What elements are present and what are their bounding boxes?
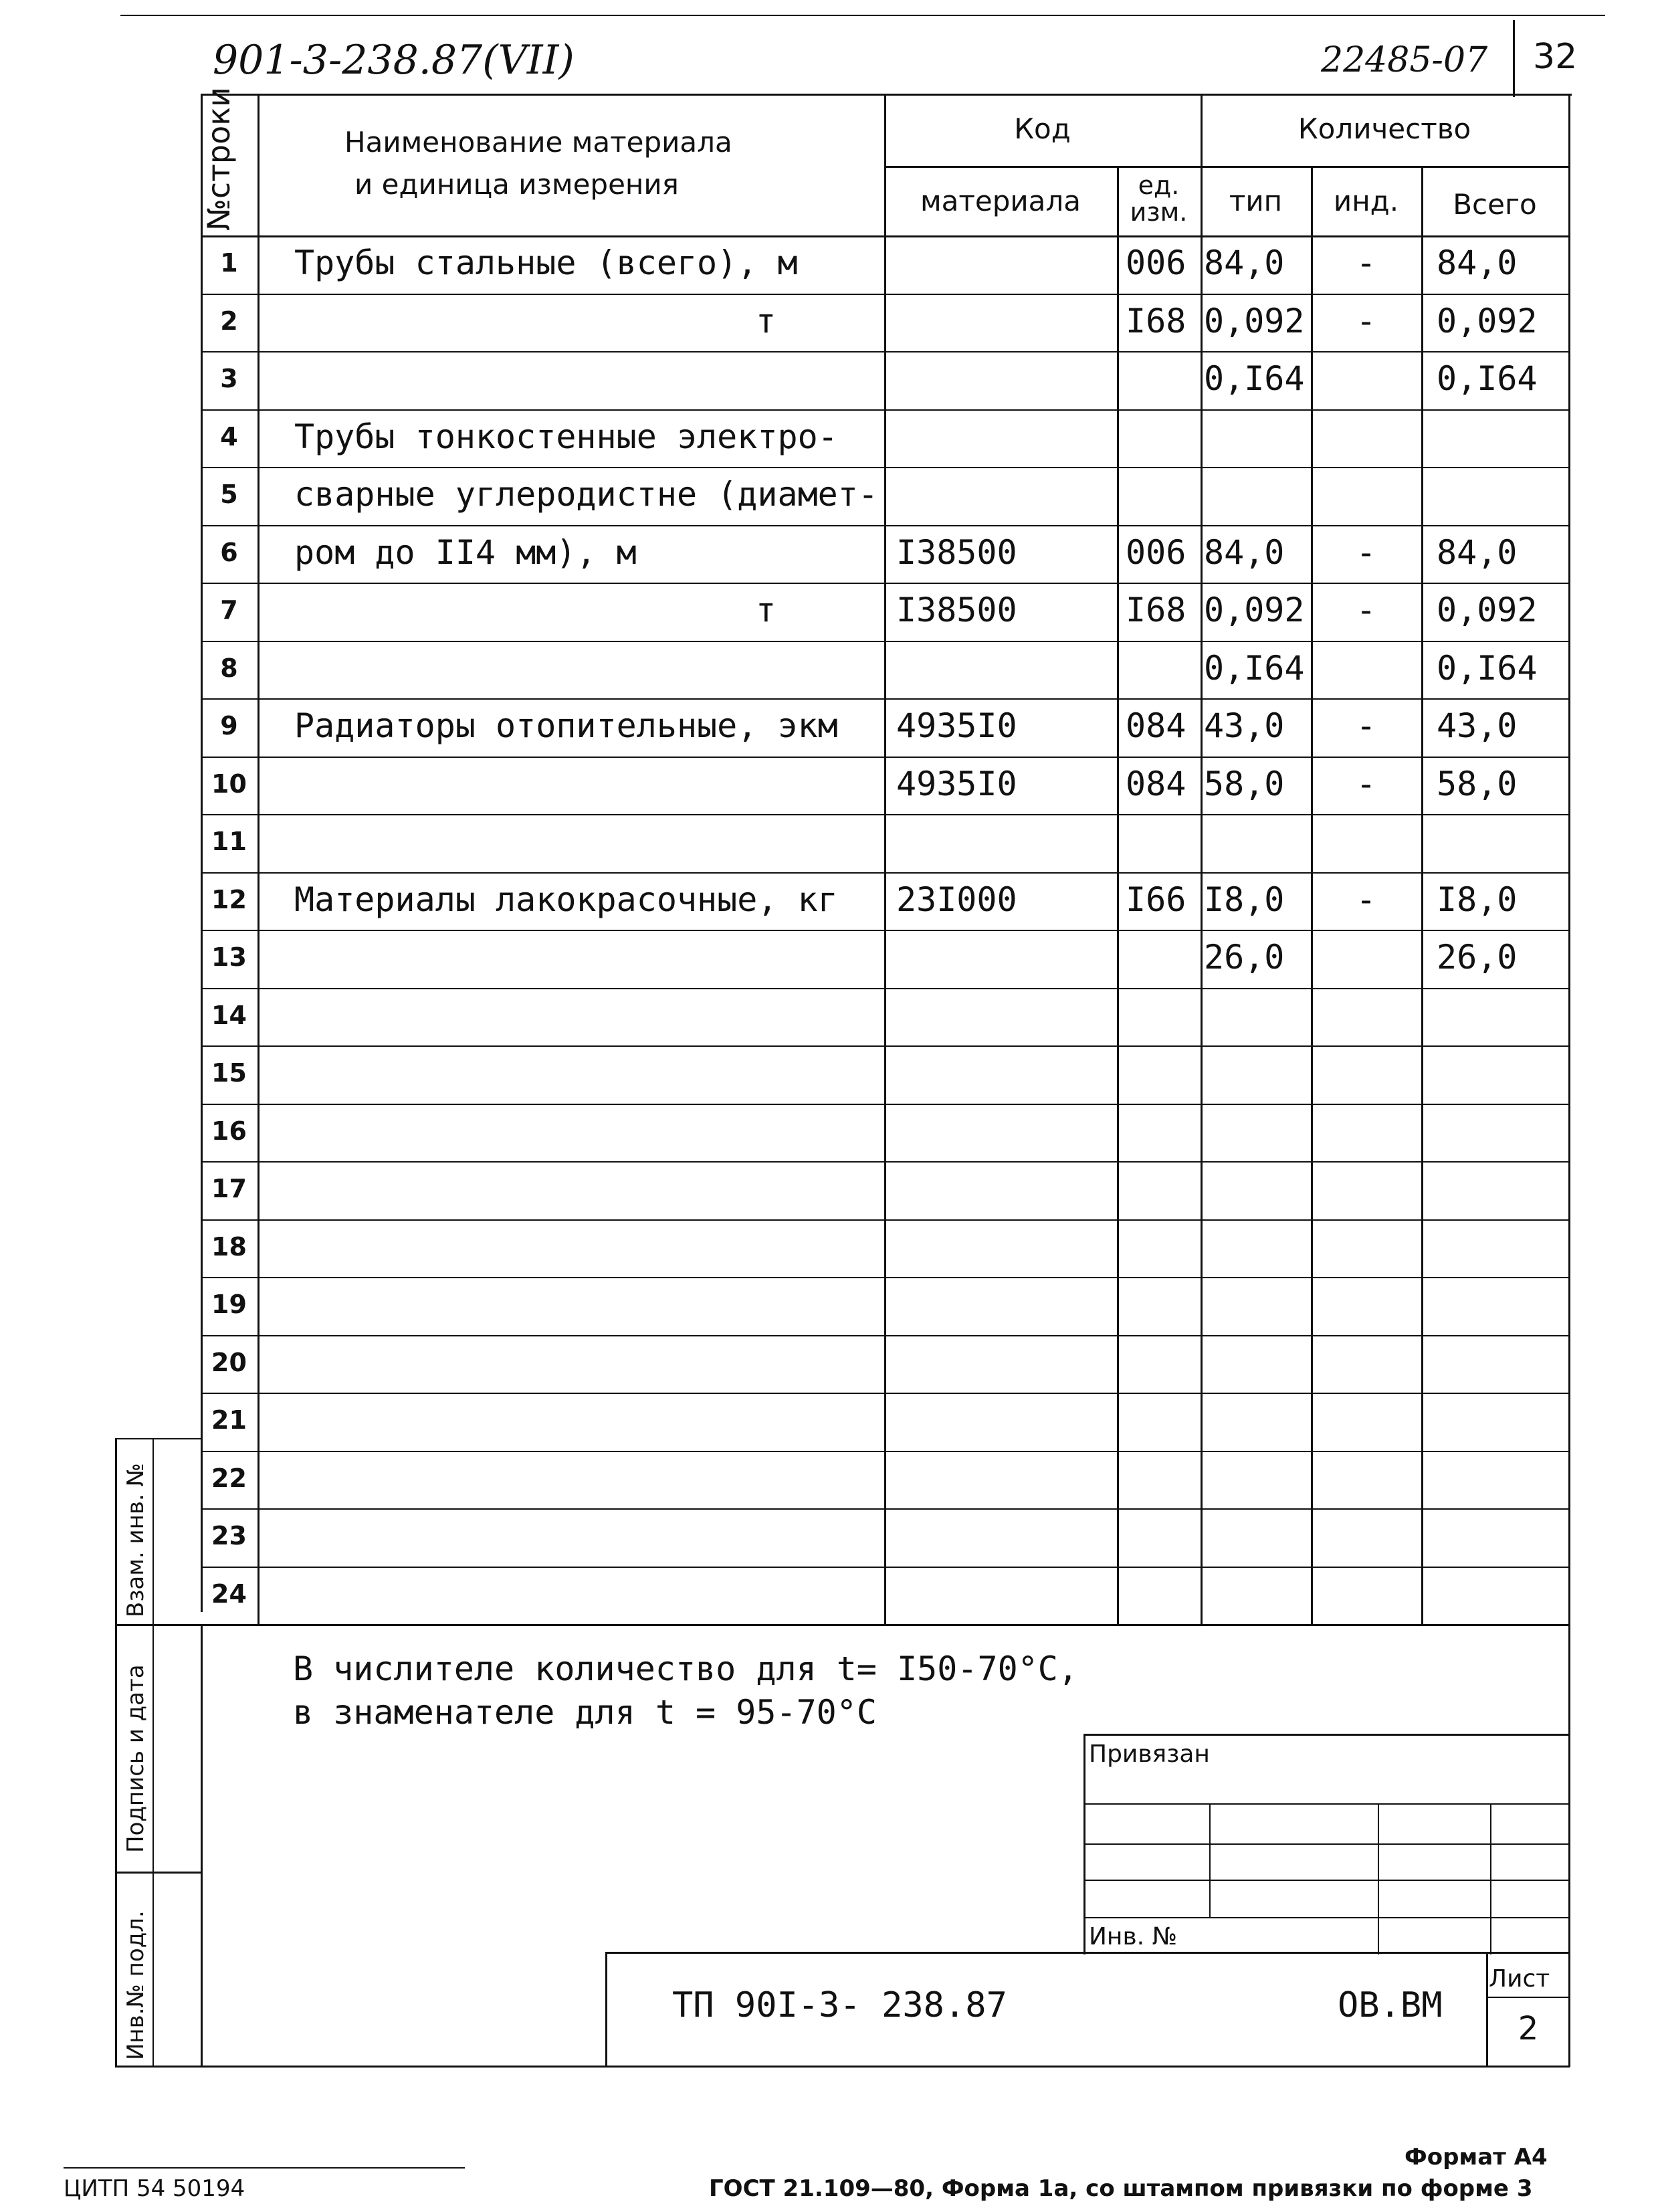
row-qty-total: 0,I64 xyxy=(1437,649,1538,688)
row-divider xyxy=(201,583,1570,584)
row-qty-total: 0,I64 xyxy=(1437,359,1538,398)
row-unit-code: I66 xyxy=(1126,880,1186,919)
row-qty-ind: - xyxy=(1356,880,1376,919)
row-qty-total: 84,0 xyxy=(1437,533,1518,572)
stamp-left-border xyxy=(605,1952,607,2067)
row-number: 20 xyxy=(211,1348,247,1377)
row-material-code: I38500 xyxy=(896,591,1017,629)
col-qty-total-header: Всего xyxy=(1453,188,1537,221)
row-material-code: 4935I0 xyxy=(896,706,1017,745)
doc-code-handwritten: 901-3-238.87(VII) xyxy=(213,37,575,84)
row-qty-type: 84,0 xyxy=(1204,243,1285,282)
row-qty-type: 84,0 xyxy=(1204,533,1285,572)
col-rownum-divider xyxy=(257,94,260,1625)
row-qty-type: 0,092 xyxy=(1204,302,1305,340)
row-number: 12 xyxy=(211,885,247,914)
col-code-material-header: материала xyxy=(920,185,1081,217)
col-code-unit-header: ед. изм. xyxy=(1130,171,1188,227)
note-line2: в знаменателе для t = 95-70°C xyxy=(293,1693,877,1732)
margin-right-border xyxy=(201,1624,203,2067)
row-number: 5 xyxy=(220,480,238,509)
stamp-sheet-line xyxy=(1486,1997,1570,1998)
margin-line-2 xyxy=(115,1872,202,1874)
row-qty-type: 0,I64 xyxy=(1204,359,1305,398)
row-divider xyxy=(201,1277,1570,1278)
row-number: 8 xyxy=(220,653,238,683)
row-number: 6 xyxy=(220,538,238,567)
stamp-doc-suffix: ОВ.ВМ xyxy=(1338,1985,1443,2025)
footer-format: Формат А4 xyxy=(1405,2144,1548,2171)
inventory-number-handwritten: 22485-07 xyxy=(1321,40,1488,80)
binding-line-4 xyxy=(1083,1917,1570,1918)
binding-vdiv-2 xyxy=(1378,1803,1379,1954)
note-line1: В числителе количество для t= I50-70°C, xyxy=(293,1649,1078,1688)
row-divider xyxy=(201,467,1570,468)
col-name-header-line2: и единица измерения xyxy=(354,168,679,201)
header-bottom-border xyxy=(201,235,1570,237)
row-name: сварные углеродистне (диамет- xyxy=(294,475,878,514)
stamp-sheet-divider xyxy=(1486,1952,1488,2067)
binding-top-border xyxy=(1083,1734,1570,1736)
row-number: 18 xyxy=(211,1232,247,1262)
col-rownum-header: №строки xyxy=(201,87,237,231)
row-qty-ind: - xyxy=(1356,591,1376,629)
frame-right-border xyxy=(1568,94,1570,2067)
row-number: 22 xyxy=(211,1464,247,1493)
row-divider xyxy=(201,525,1570,526)
row-divider xyxy=(201,930,1570,931)
col-code-header: Код xyxy=(1014,112,1071,145)
row-number: 19 xyxy=(211,1290,247,1319)
row-divider xyxy=(201,1508,1570,1510)
row-divider xyxy=(201,757,1570,758)
row-material-code: 23I000 xyxy=(896,880,1017,919)
row-number: 14 xyxy=(211,1001,247,1030)
col-qty-type-header: тип xyxy=(1229,185,1283,217)
binding-line-2 xyxy=(1083,1843,1570,1845)
row-number: 21 xyxy=(211,1405,247,1435)
row-number: 23 xyxy=(211,1521,247,1550)
binding-inv-label: Инв. № xyxy=(1089,1923,1178,1950)
row-qty-ind: - xyxy=(1356,706,1376,745)
row-number: 9 xyxy=(220,711,238,740)
row-number: 17 xyxy=(211,1174,247,1203)
row-qty-total: 0,092 xyxy=(1437,591,1538,629)
row-number: 4 xyxy=(220,422,238,451)
col-qty-ind-header: инд. xyxy=(1333,185,1399,217)
binding-attached-label: Привязан xyxy=(1089,1740,1210,1768)
table-bottom-border xyxy=(201,1624,1570,1626)
row-unit-code: 084 xyxy=(1126,765,1186,803)
margin-orig-inv: Инв.№ подл. xyxy=(122,1910,149,2060)
row-divider xyxy=(201,1104,1570,1105)
margin-replace-inv: Взам. инв. № xyxy=(122,1463,149,1617)
row-qty-type: 0,092 xyxy=(1204,591,1305,629)
binding-vdiv-1 xyxy=(1209,1803,1211,1917)
row-divider xyxy=(201,641,1570,642)
row-divider xyxy=(201,1335,1570,1336)
row-qty-type: 58,0 xyxy=(1204,765,1285,803)
row-number: 15 xyxy=(211,1058,247,1088)
row-qty-type: 26,0 xyxy=(1204,938,1285,977)
row-name: т xyxy=(756,591,776,629)
margin-sign-date: Подпись и дата xyxy=(122,1664,149,1853)
page-number-divider xyxy=(1513,20,1515,97)
row-divider xyxy=(201,872,1570,874)
row-divider xyxy=(201,1219,1570,1221)
row-number: 16 xyxy=(211,1116,247,1146)
row-divider xyxy=(201,351,1570,353)
row-qty-type: I8,0 xyxy=(1204,880,1285,919)
row-divider xyxy=(201,1045,1570,1047)
row-name: Трубы тонкостенные электро- xyxy=(294,417,838,456)
row-unit-code: 084 xyxy=(1126,706,1186,745)
col-code-divider xyxy=(1201,94,1203,1625)
margin-top-line xyxy=(115,1438,202,1439)
footer-standard: ГОСТ 21.109—80, Форма 1а, со штампом привязки по форме 3 xyxy=(709,2175,1533,2202)
row-divider xyxy=(201,698,1570,700)
table-top-border xyxy=(201,94,1572,96)
row-divider xyxy=(201,988,1570,989)
row-divider xyxy=(201,814,1570,815)
row-divider xyxy=(201,1161,1570,1163)
stamp-doc-number: ТП 90I-3- 238.87 xyxy=(672,1985,1007,2025)
row-number: 3 xyxy=(220,364,238,393)
row-qty-ind: - xyxy=(1356,533,1376,572)
row-divider xyxy=(201,1451,1570,1452)
page-number: 32 xyxy=(1533,37,1578,77)
row-qty-total: 58,0 xyxy=(1437,765,1518,803)
margin-outer-border xyxy=(115,1438,117,2067)
top-rule xyxy=(120,15,1605,16)
binding-vdiv-3 xyxy=(1490,1803,1491,1954)
volume-handwritten: (VII) xyxy=(482,37,575,84)
row-material-code: I38500 xyxy=(896,533,1017,572)
row-name: Материалы лакокрасочные, кг xyxy=(294,880,838,919)
row-unit-code: I68 xyxy=(1126,591,1186,629)
frame-bottom-border xyxy=(115,2066,1570,2068)
binding-line-1 xyxy=(1083,1803,1570,1805)
row-number: 10 xyxy=(211,769,247,799)
col-name-divider xyxy=(884,94,886,1625)
row-qty-ind: - xyxy=(1356,765,1376,803)
row-unit-code: I68 xyxy=(1126,302,1186,340)
row-qty-total: 0,092 xyxy=(1437,302,1538,340)
row-number: 13 xyxy=(211,942,247,972)
row-number: 7 xyxy=(220,595,238,625)
col-material-divider xyxy=(1117,166,1119,1625)
col-name-header-line1: Наименование материала xyxy=(344,126,732,159)
row-name: Радиаторы отопительные, экм xyxy=(294,706,838,745)
col-ind-divider xyxy=(1421,166,1423,1625)
margin-inner-border xyxy=(152,1438,154,2067)
footer-rule xyxy=(64,2167,465,2169)
row-qty-total: 84,0 xyxy=(1437,243,1518,282)
row-qty-total: 43,0 xyxy=(1437,706,1518,745)
row-number: 24 xyxy=(211,1579,247,1609)
row-unit-code: 006 xyxy=(1126,533,1186,572)
row-name: Трубы стальные (всего), м xyxy=(294,243,798,282)
row-qty-ind: - xyxy=(1356,302,1376,340)
row-name: ром до II4 мм), м xyxy=(294,533,637,572)
row-divider xyxy=(201,409,1570,411)
stamp-sheet-value: 2 xyxy=(1518,2010,1539,2047)
row-divider xyxy=(201,294,1570,295)
footer-publisher: ЦИТП 54 50194 xyxy=(64,2175,245,2202)
row-qty-type: 43,0 xyxy=(1204,706,1285,745)
row-qty-ind: - xyxy=(1356,243,1376,282)
stamp-top-border xyxy=(605,1952,1570,1954)
row-material-code: 4935I0 xyxy=(896,765,1017,803)
row-number: 1 xyxy=(220,248,238,278)
row-divider xyxy=(201,1567,1570,1568)
row-qty-total: 26,0 xyxy=(1437,938,1518,977)
row-number: 2 xyxy=(220,306,238,336)
row-name: т xyxy=(756,302,776,340)
row-unit-code: 006 xyxy=(1126,243,1186,282)
row-divider xyxy=(201,1393,1570,1394)
stamp-sheet-label: Лист xyxy=(1489,1965,1550,1993)
row-qty-total: I8,0 xyxy=(1437,880,1518,919)
col-quantity-header: Количество xyxy=(1298,112,1471,145)
header-subdivider xyxy=(884,166,1570,168)
margin-line-1 xyxy=(115,1624,202,1626)
row-qty-type: 0,I64 xyxy=(1204,649,1305,688)
row-number: 11 xyxy=(211,827,247,856)
binding-line-3 xyxy=(1083,1880,1570,1881)
